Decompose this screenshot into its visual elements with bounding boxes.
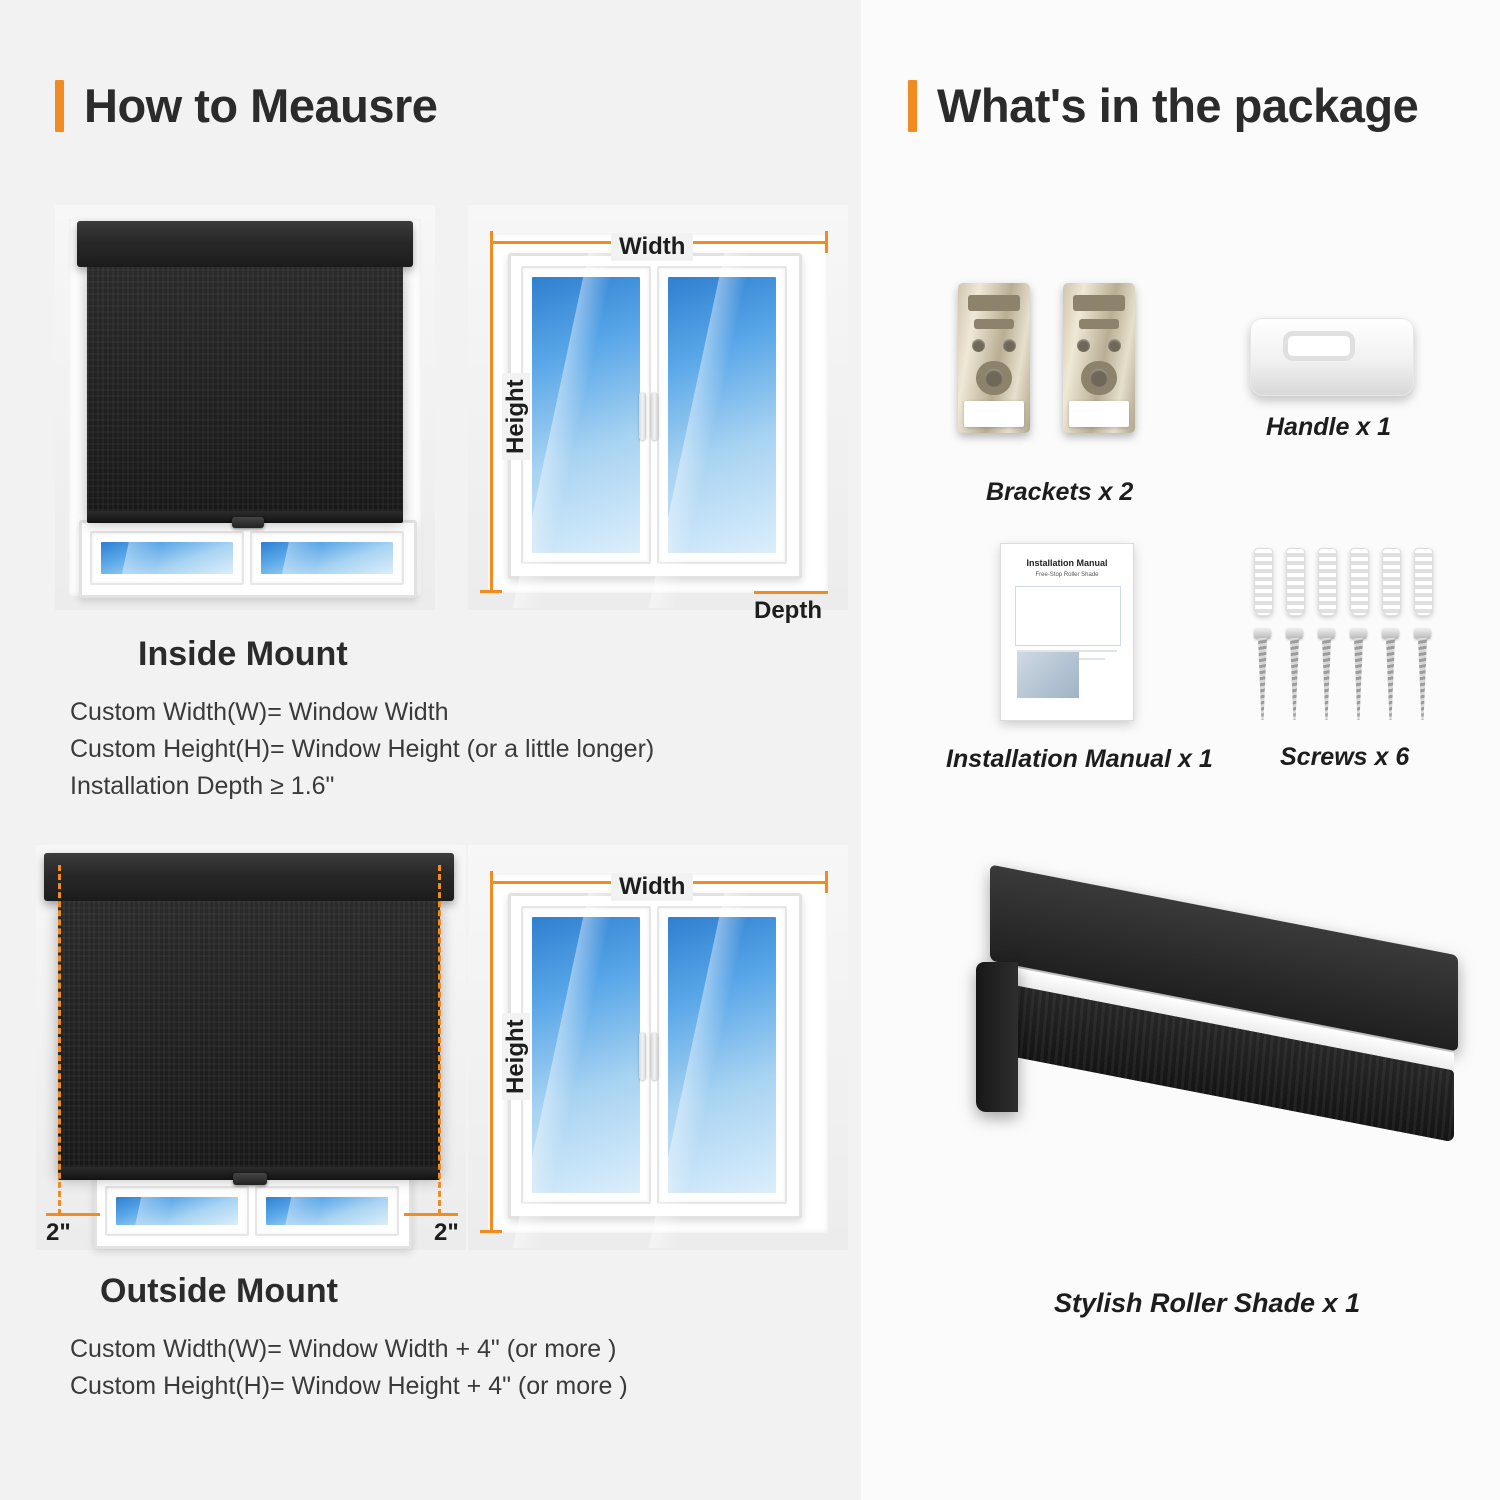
right-extension-label: 2": [434, 1219, 459, 1246]
window-frame-3: [94, 1175, 412, 1249]
manual-illustration: [1017, 652, 1079, 698]
screw-icon-3: [1318, 628, 1335, 720]
shade-valance-2: [44, 853, 454, 901]
window-sash-right-3: [255, 1186, 399, 1236]
left-extension-dim: [46, 1213, 100, 1216]
outside-spec-1: Custom Width(W)= Window Width + 4" (or more ): [70, 1335, 617, 1363]
outside-mount-shade-illustration: [36, 845, 466, 1250]
panel-divider: [861, 0, 863, 1500]
inside-spec-2: Custom Height(H)= Window Height (or a little longer): [70, 735, 655, 763]
window-sash-left: [90, 531, 244, 585]
window-handle-right-2: [651, 1032, 658, 1080]
window-handle-right: [651, 392, 658, 440]
width-dimension-label: Width: [611, 233, 693, 261]
wall-anchor-icon-2: [1286, 548, 1305, 616]
manual-diagram-box: [1015, 586, 1121, 646]
shade-pull-tab: [232, 517, 264, 528]
window-glass-right-4: [668, 917, 776, 1193]
window-glass-right-2: [668, 277, 776, 553]
package-title: What's in the package: [937, 79, 1419, 132]
depth-dimension-line: [754, 591, 828, 594]
inside-spec-3: Installation Depth ≥ 1.6": [70, 772, 335, 800]
how-to-measure-heading: [55, 78, 437, 133]
outside-mount-measure-diagram: [468, 845, 848, 1250]
window-sash-right-2: [657, 266, 787, 564]
inside-mount-title: Inside Mount: [138, 635, 348, 673]
handle-icon: [1250, 318, 1414, 396]
window-frame-2: [508, 253, 802, 579]
how-to-measure-title: How to Meausre: [84, 79, 438, 132]
outside-spec-2: Custom Height(H)= Window Height + 4" (or more ): [70, 1372, 628, 1400]
window-glass-left-4: [532, 917, 640, 1193]
window-sash-left-3: [105, 1186, 249, 1236]
installation-manual-icon: [1000, 543, 1134, 721]
width-dim-cap-right-2: [825, 871, 828, 893]
height-dimension-line-2: [490, 881, 493, 1233]
screws-caption: Screws x 6: [1280, 743, 1410, 771]
window-glass-left: [101, 542, 233, 574]
height-dimension-line: [490, 241, 493, 593]
manual-title: Installation Manual: [1026, 558, 1108, 568]
shade-fabric: [87, 267, 403, 517]
width-dim-cap-right: [825, 231, 828, 253]
screw-icon-4: [1350, 628, 1367, 720]
wall-anchor-icon-3: [1318, 548, 1337, 616]
height-dim-cap-bottom: [480, 590, 502, 593]
screw-icon-2: [1286, 628, 1303, 720]
package-heading: [908, 78, 1418, 133]
height-dim-cap-bottom-2: [480, 1230, 502, 1233]
wall-anchor-icon-1: [1254, 548, 1273, 616]
window-handle-left: [639, 392, 646, 440]
wall-anchor-icon-6: [1414, 548, 1433, 616]
window-glass-left-2: [532, 277, 640, 553]
right-extension-dim: [404, 1213, 458, 1216]
shade-fabric-2: [58, 901, 440, 1173]
screw-icon-1: [1254, 628, 1271, 720]
window-glass-left-3: [116, 1197, 238, 1225]
outside-mount-title: Outside Mount: [100, 1272, 338, 1310]
window-sash-right-4: [657, 906, 787, 1204]
left-extension-label: 2": [46, 1219, 71, 1246]
wall-anchor-icon-4: [1350, 548, 1369, 616]
height-dimension-label: Height: [502, 373, 530, 460]
height-dimension-label-2: Height: [502, 1013, 530, 1100]
window-glass-right-3: [266, 1197, 388, 1225]
window-sash-right: [250, 531, 404, 585]
handle-caption: Handle x 1: [1266, 413, 1392, 441]
width-dimension-label-2: Width: [611, 873, 693, 901]
brackets-caption: Brackets x 2: [986, 478, 1134, 506]
left-extension-guide: [58, 865, 61, 1215]
inside-mount-measure-diagram: [468, 205, 848, 624]
bracket-icon-2: [1063, 283, 1135, 433]
inside-mount-shade-illustration: [55, 205, 435, 610]
window-sash-left-2: [521, 266, 651, 564]
bracket-icon-1: [958, 283, 1030, 433]
manual-subtitle: Free-Stop Roller Shade: [1035, 572, 1099, 578]
right-extension-guide: [438, 865, 441, 1215]
screw-icon-5: [1382, 628, 1399, 720]
depth-dimension-label: Depth: [754, 597, 822, 624]
shade-pull-tab-2: [233, 1173, 267, 1185]
window-frame: [79, 520, 417, 598]
shade-valance: [77, 221, 413, 267]
screw-icon-6: [1414, 628, 1431, 720]
manual-caption: Installation Manual x 1: [946, 745, 1213, 773]
accent-bar-icon: [55, 80, 64, 132]
window-frame-4: [508, 893, 802, 1219]
roller-shade-caption: Stylish Roller Shade x 1: [1054, 1288, 1361, 1318]
handle-grip: [1283, 331, 1355, 361]
accent-bar-icon-2: [908, 80, 917, 132]
window-handle-left-2: [639, 1032, 646, 1080]
wall-anchor-icon-5: [1382, 548, 1401, 616]
roller-shade-icon: [960, 900, 1460, 1230]
inside-spec-1: Custom Width(W)= Window Width: [70, 698, 449, 726]
window-sash-left-4: [521, 906, 651, 1204]
window-glass-right: [261, 542, 393, 574]
